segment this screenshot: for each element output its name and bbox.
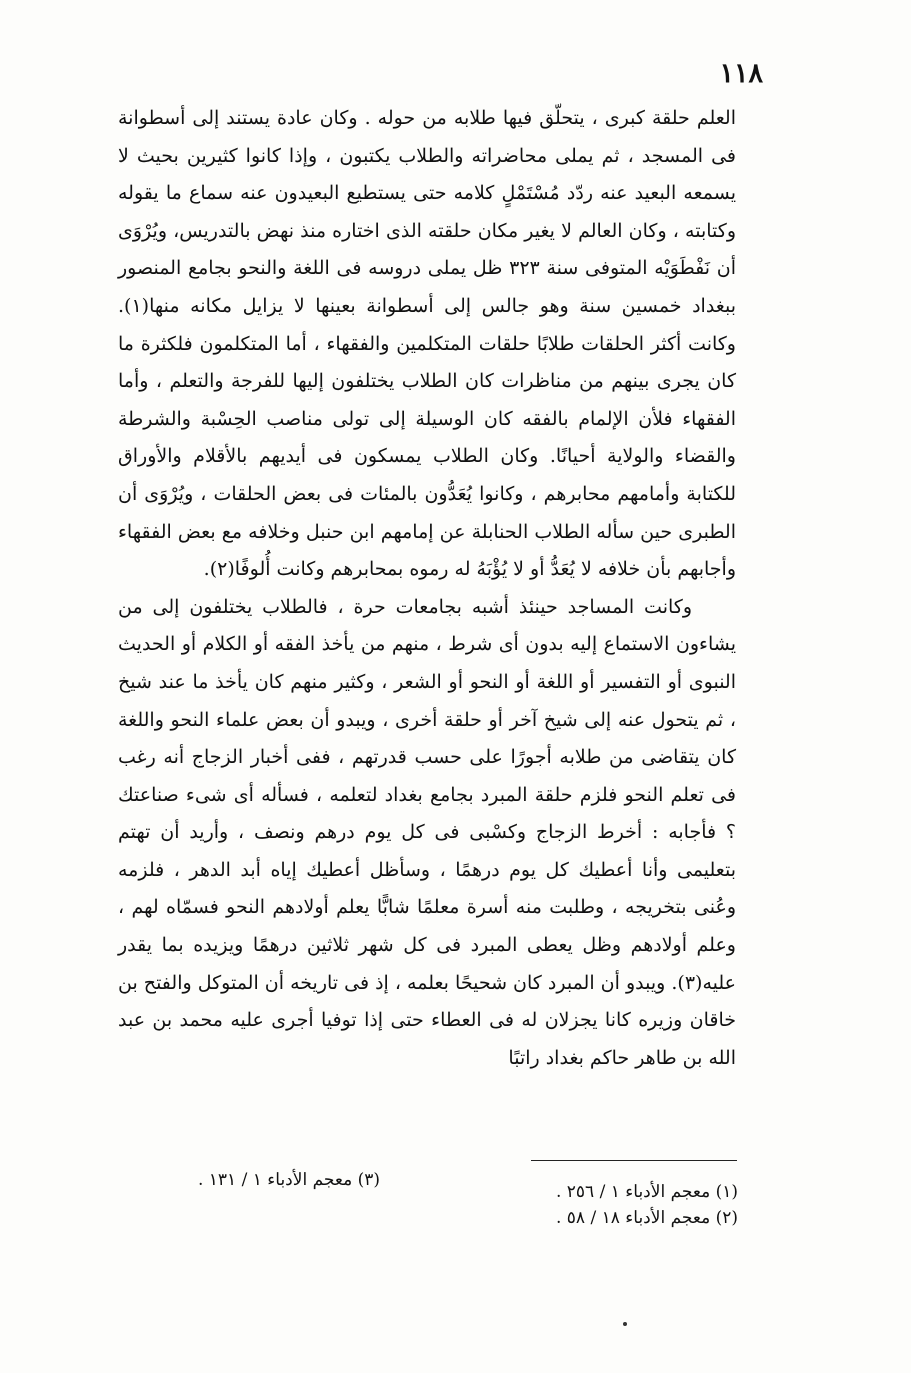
footnote-3: (٣) معجم الأدباء ١ / ١٣١ .	[197, 1170, 380, 1190]
ink-speck	[623, 1322, 627, 1326]
footnote-1: (١) معجم الأدباء ١ / ٢٥٦ .	[555, 1182, 738, 1202]
paragraph: وكانت المساجد حينئذ أشبه بجامعات حرة ، فالطلاب يختلفون إلى من يشاءون الاستماع إليه بدون أى شرط ، منهم من يأخذ الفقه أو الكلام أو الحديث النبوى أو التفسير أو اللغة أو النحو أو الشعر ، وكثير منهم كان يأخذ ما عند شيخ ، ثم يتحول عنه إلى شيخ آخر أو حلقة أخرى ، ويبدو أن بعض علماء النحو واللغة كان يتقاضى من طلابه أجورًا على حسب قدرتهم ، ففى أخبار الزجاج أنه رغب فى تعلم النحو فلزم حلقة المبرد بجامع بغداد لتعلمه ، فسأله أى شىء صناعتك ؟ فأجابه : أخرط الزجاج وكسْبى فى كل يوم درهم ونصف ، وأريد أن تهتم بتعليمى وأنا أعطيك كل يوم درهمًا ، وسأظل أعطيك إياه أبد الدهر ، فلزمه وعُنى بتخريجه ، وطلبت منه أسرة معلمًا شابًّا يعلم أولادهم النحو فسمّاه لهم ، وعلم أولادهم وظل يعطى المبرد فى كل شهر ثلاثين درهمًا ويزيده بما يقدر عليه(٣). ويبدو أن المبرد كان شحيحًا بعلمه ، إذ فى تاريخه أن المتوكل والفتح بن خاقان وزيره كانا يجزلان له فى العطاء حتى إذا توفيا أجرى عليه محمد بن عبد الله بن طاهر حاكم بغداد راتبًا	[118, 595, 736, 1069]
page-number: ١١٨	[719, 58, 763, 89]
footnote-2: (٢) معجم الأدباء ١٨ / ٥٨ .	[555, 1208, 738, 1228]
body-text	[118, 100, 736, 1077]
footnote-divider	[531, 1160, 737, 1161]
paragraph: العلم حلقة كبرى ، يتحلّق فيها طلابه من حوله . وكان عادة يستند إلى أسطوانة فى المسجد ، ثم يملى محاضراته والطلاب يكتبون ، وإذا كانوا كثيرين بحيث لا يسمعه البعيد عنه ردّد مُسْتَمْلٍ كلامه حتى يستطيع البعيدون عنه سماع ما يقوله وكتابته ، وكان العالم لا يغير مكان حلقته الذى اختاره منذ نهض بالتدريس، ويُرْوَى أن نَفْطَوَيْه المتوفى سنة ٣٢٣ ظل يملى دروسه فى اللغة والنحو بجامع المنصور ببغداد خمسين سنة وهو جالس إلى أسطوانة بعينها لا يزايل مكانه منها(١). وكانت أكثر الحلقات طلابًا حلقات المتكلمين والفقهاء ، أما المتكلمون فلكثرة ما كان يجرى بينهم من مناظرات كان الطلاب يختلفون إليها للفرجة والتعلم ، وأما الفقهاء فلأن الإلمام بالفقه كان الوسيلة إلى تولى مناصب الحِسْبة والشرطة والقضاء والولاية أحيانًا. وكان الطلاب يمسكون فى أيديهم بالأقلام والأوراق للكتابة وأمامهم محابرهم ، وكانوا يُعَدُّون بالمئات فى بعض الحلقات ، ويُرْوَى أن الطبرى حين سأله الطلاب الحنابلة عن إمامهم ابن حنبل وخلافه مع بعض الفقهاء وأجابهم بأن خلافه لا يُعَدُّ أو لا يُؤْبَهُ له رموه بمحابرهم وكانت أُلوفًا(٢).	[118, 107, 736, 581]
footnotes	[150, 1168, 738, 1232]
